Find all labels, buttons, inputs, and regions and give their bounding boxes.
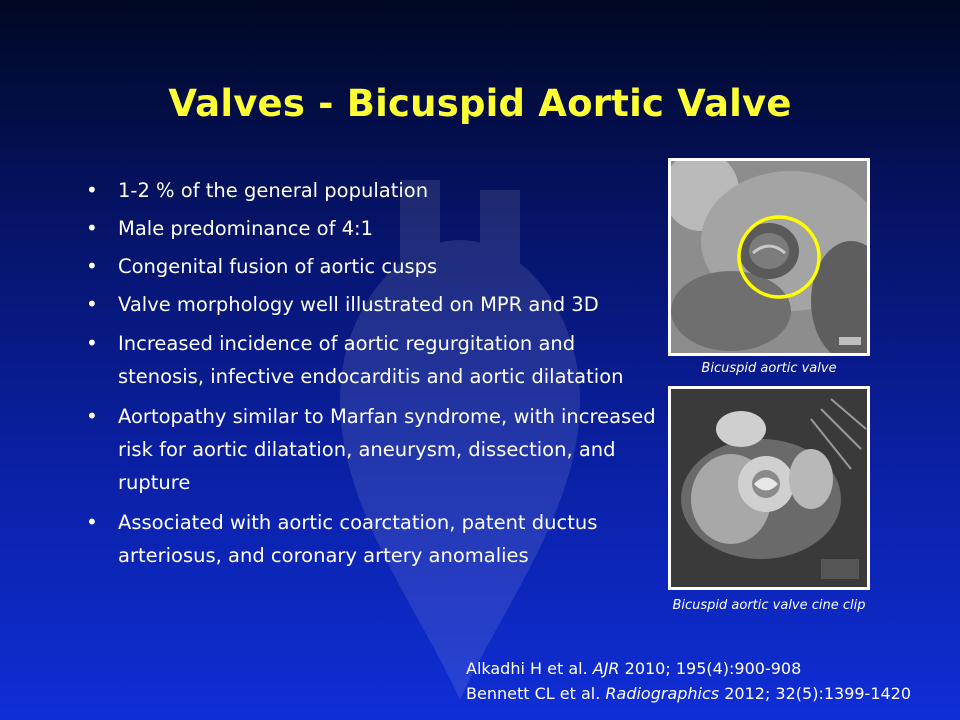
slide-title: Valves - Bicuspid Aortic Valve: [168, 82, 792, 125]
ct-cine-clip-image[interactable]: [668, 386, 870, 590]
reference-journal: Radiographics: [605, 684, 720, 703]
reference-details: 2010; 195(4):900-908: [624, 659, 802, 678]
reference-authors: Alkadhi H et al.: [466, 659, 588, 678]
ct-axial-image: [668, 158, 870, 356]
reference-journal: AJR: [592, 659, 620, 678]
references: [466, 656, 911, 706]
bullet-item: • Male predominance of 4:1: [80, 213, 660, 244]
bullet-list: [80, 175, 660, 579]
bullet-item: • Valve morphology well illustrated on MPR and 3D: [80, 289, 660, 320]
reference-authors: Bennett CL et al.: [466, 684, 601, 703]
reference-item: [466, 656, 911, 681]
bullet-item: • 1-2 % of the general population: [80, 175, 660, 206]
reference-details: 2012; 32(5):1399-1420: [724, 684, 912, 703]
ct-axial-icon: [671, 161, 867, 353]
reference-item: [466, 681, 911, 706]
bullet-item: • Increased incidence of aortic regurgitation and stenosis, infective endocarditis and aortic dilatation: [80, 327, 660, 393]
ct-cine-clip-icon: [671, 389, 867, 587]
bullet-item: • Associated with aortic coarctation, patent ductus arteriosus, and coronary artery anomalies: [80, 506, 660, 572]
bullet-item: • Congenital fusion of aortic cusps: [80, 251, 660, 282]
image-caption: Bicuspid aortic valve cine clip: [672, 598, 866, 613]
image-caption: Bicuspid aortic valve: [701, 361, 837, 376]
bullet-item: • Aortopathy similar to Marfan syndrome, with increased risk for aortic dilatation, aneurysm, dissection, and rupture: [80, 400, 660, 499]
